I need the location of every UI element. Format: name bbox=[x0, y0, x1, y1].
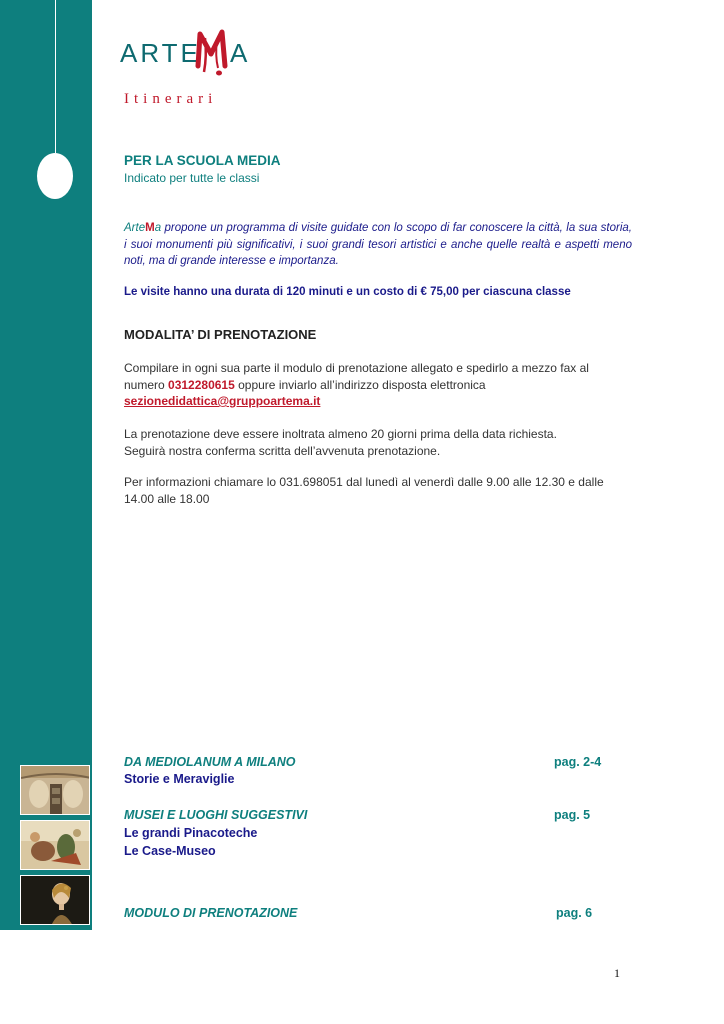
page-number: 1 bbox=[614, 966, 620, 980]
booking-deadline-line2: Seguirà nostra conferma scritta dell’avvenuta prenotazione. bbox=[124, 443, 441, 458]
toc-sub-pinacoteche: Le grandi Pinacoteche bbox=[124, 826, 258, 840]
toc-page-modulo: pag. 6 bbox=[556, 906, 593, 920]
email-link[interactable]: sezionedidattica@gruppoartema.it bbox=[124, 394, 321, 408]
sidebar-oval bbox=[37, 153, 73, 199]
intro-text: propone un programma di visite guidate con lo scopo di far conoscere la città, la sua storia, i suoi monumenti più significativi, i suoi grandi tesori artistici e anche quelle realtà e aspetti meno noti, ma di grande interesse e importanza. bbox=[124, 222, 632, 267]
intro-paragraph bbox=[124, 220, 632, 270]
logo-left-text: ARTE bbox=[120, 38, 201, 68]
fresco-painting-image bbox=[20, 820, 90, 870]
section-subtitle: Indicato per tutte le classi bbox=[124, 171, 260, 185]
toc-page-musei: pag. 5 bbox=[554, 808, 591, 822]
toc-page-mediolanum: pag. 2-4 bbox=[554, 755, 602, 769]
artema-logo bbox=[118, 24, 278, 80]
booking-text-a: Compilare in ogni sua parte il modulo di prenotazione allegato e spedirlo a mezzo fax al numero bbox=[124, 361, 589, 392]
booking-instructions bbox=[124, 360, 632, 410]
toc-sub-case-museo: Le Case-Museo bbox=[124, 844, 216, 858]
info-contact: Per informazioni chiamare lo 031.698051 dal lunedì al venerdì dalle 9.00 alle 12.30 e dalle 14.00 alle 18.00 bbox=[124, 475, 604, 506]
section-title: PER LA SCUOLA MEDIA bbox=[124, 153, 281, 168]
sidebar-line bbox=[55, 0, 56, 153]
brand-m: M bbox=[145, 222, 155, 234]
fax-number: 0312280615 bbox=[168, 377, 235, 392]
brand-arte: Arte bbox=[124, 222, 146, 234]
booking-text-b: oppure inviarlo all’indirizzo disposta elettronica bbox=[234, 377, 486, 392]
logo-m-mark bbox=[195, 26, 229, 78]
toc-title-mediolanum: DA MEDIOLANUM A MILANO bbox=[124, 755, 296, 769]
renaissance-portrait-image bbox=[20, 875, 90, 925]
toc-title-modulo: MODULO DI PRENOTAZIONE bbox=[124, 906, 298, 920]
booking-deadline-line1: La prenotazione deve essere inoltrata almeno 20 giorni prima della data richiesta. bbox=[124, 427, 557, 441]
sculpture-relief-image bbox=[20, 765, 90, 815]
duration-cost-note: Le visite hanno una durata di 120 minuti e un costo di € 75,00 per ciascuna classe bbox=[124, 286, 571, 298]
brand-a: a bbox=[154, 222, 162, 234]
toc-title-musei: MUSEI E LUOGHI SUGGESTIVI bbox=[124, 808, 308, 822]
booking-title: MODALITA’ DI PRENOTAZIONE bbox=[124, 327, 317, 342]
sidebar-band bbox=[0, 0, 92, 930]
logo-right-text: A bbox=[230, 38, 251, 68]
itinerari-subtitle: Itinerari bbox=[124, 91, 218, 107]
toc-sub-storie: Storie e Meraviglie bbox=[124, 772, 235, 786]
booking-deadline bbox=[124, 426, 632, 459]
